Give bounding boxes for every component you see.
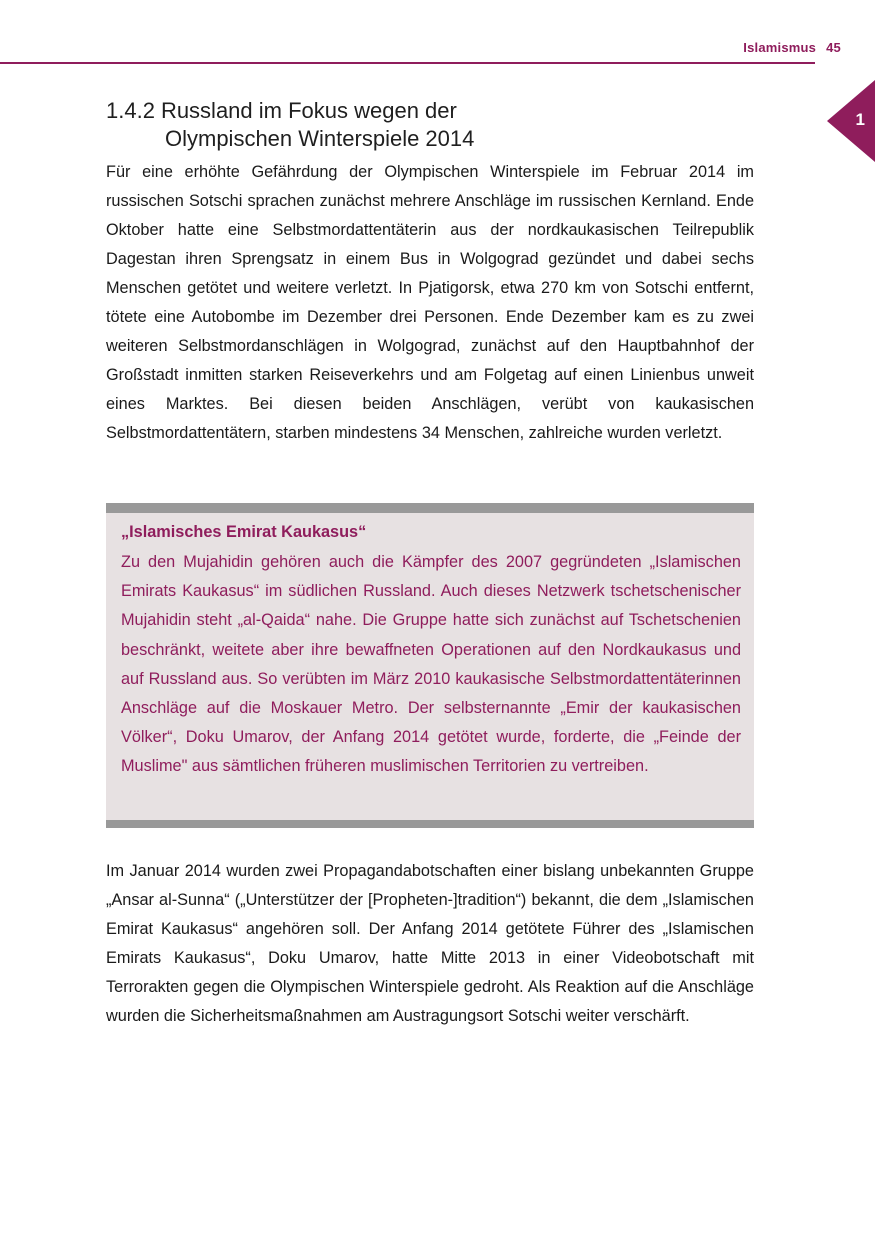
info-box-bottom-bar: [106, 820, 754, 828]
chapter-number: 1: [855, 110, 865, 129]
section-title-line1: Russland im Fokus wegen der: [160, 98, 457, 123]
body-paragraph-2: Im Januar 2014 wurden zwei Propagandabotschaften einer bislang unbekannten Gruppe „Ansar al-Sunna“ („Unterstützer der [Propheten-]tradition“) bekannt, die dem „Islamischen Emirat Kaukasus“ angehören soll. Der Anfang 2014 getötete Führer des „Islamischen Emirats Kaukasus“, Doku Umarov, hatte Mitte 2013 in einer Videobotschaft mit Terrorakten gegen die Olympischen Winterspiele gedroht. Als Reaktion auf die Anschläge wurden die Sicherheitsmaßnahmen am Austragungsort Sotschi weiter verschärft.: [106, 862, 754, 1025]
chapter-tab-triangle: [827, 80, 875, 162]
body-paragraph-1: Für eine erhöhte Gefährdung der Olympischen Winterspiele im Februar 2014 im russischen Sotschi sprachen zunächst mehrere Anschläge im russischen Kernland. Ende Oktober hatte eine Selbstmordattentäterin aus der nordkaukasischen Teilrepublik Dagestan ihren Sprengsatz in einem Bus in Wolgograd gezündet und dabei sechs Menschen getötet und weitere verletzt. In Pjatigorsk, etwa 270 km von Sotschi entfernt, tötete eine Autobombe im Dezember drei Personen. Ende Dezember kam es zu zwei weiteren Selbstmordanschlägen in Wolgograd, zunächst auf den Hauptbahnhof der Großstadt inmitten starken Reiseverkehrs und am Folgetag auf einen Linienbus unweit eines Marktes. Bei diesen beiden Anschlägen, verübt von kaukasischen Selbstmordattentätern, starben mindestens 34 Menschen, zahlreiche wurden verletzt.: [106, 163, 754, 442]
chapter-tab: [827, 80, 875, 162]
info-box: [106, 503, 754, 828]
info-box-top-bar: [106, 503, 754, 513]
info-box-text: Zu den Mujahidin gehören auch die Kämpfer des 2007 gegründeten „Islamischen Emirats Kaukasus“ im südlichen Russland. Auch dieses Netzwerk tschetschenischer Mujahidin steht „al-Qaida“ nahe. Die Gruppe hatte sich zunächst auf Tschetschenien beschränkt, weitete aber ihre bewaffneten Operationen auf den Nordkaukasus und auf Russland aus. So verübten im März 2010 kaukasische Selbstmordattentäterinnen Anschläge auf die Moskauer Metro. Der selbsternannte „Emir der kaukasischen Völker“, Doku Umarov, der Anfang 2014 getötet wurde, forderte, die „Feinde der Muslime" aus sämtlichen früheren muslimischen Territorien zu vertreiben.: [121, 553, 741, 776]
running-head-section: Islamismus: [743, 40, 817, 55]
section-number: 1.4.2: [106, 98, 155, 123]
info-box-title: „Islamisches Emirat Kaukasus“: [121, 523, 367, 541]
section-title-line2: Olympischen Winterspiele 2014: [165, 126, 475, 151]
page-number: 45: [826, 40, 841, 55]
header-rule: [0, 62, 815, 64]
section-heading: [106, 97, 706, 153]
running-head: [743, 40, 841, 55]
